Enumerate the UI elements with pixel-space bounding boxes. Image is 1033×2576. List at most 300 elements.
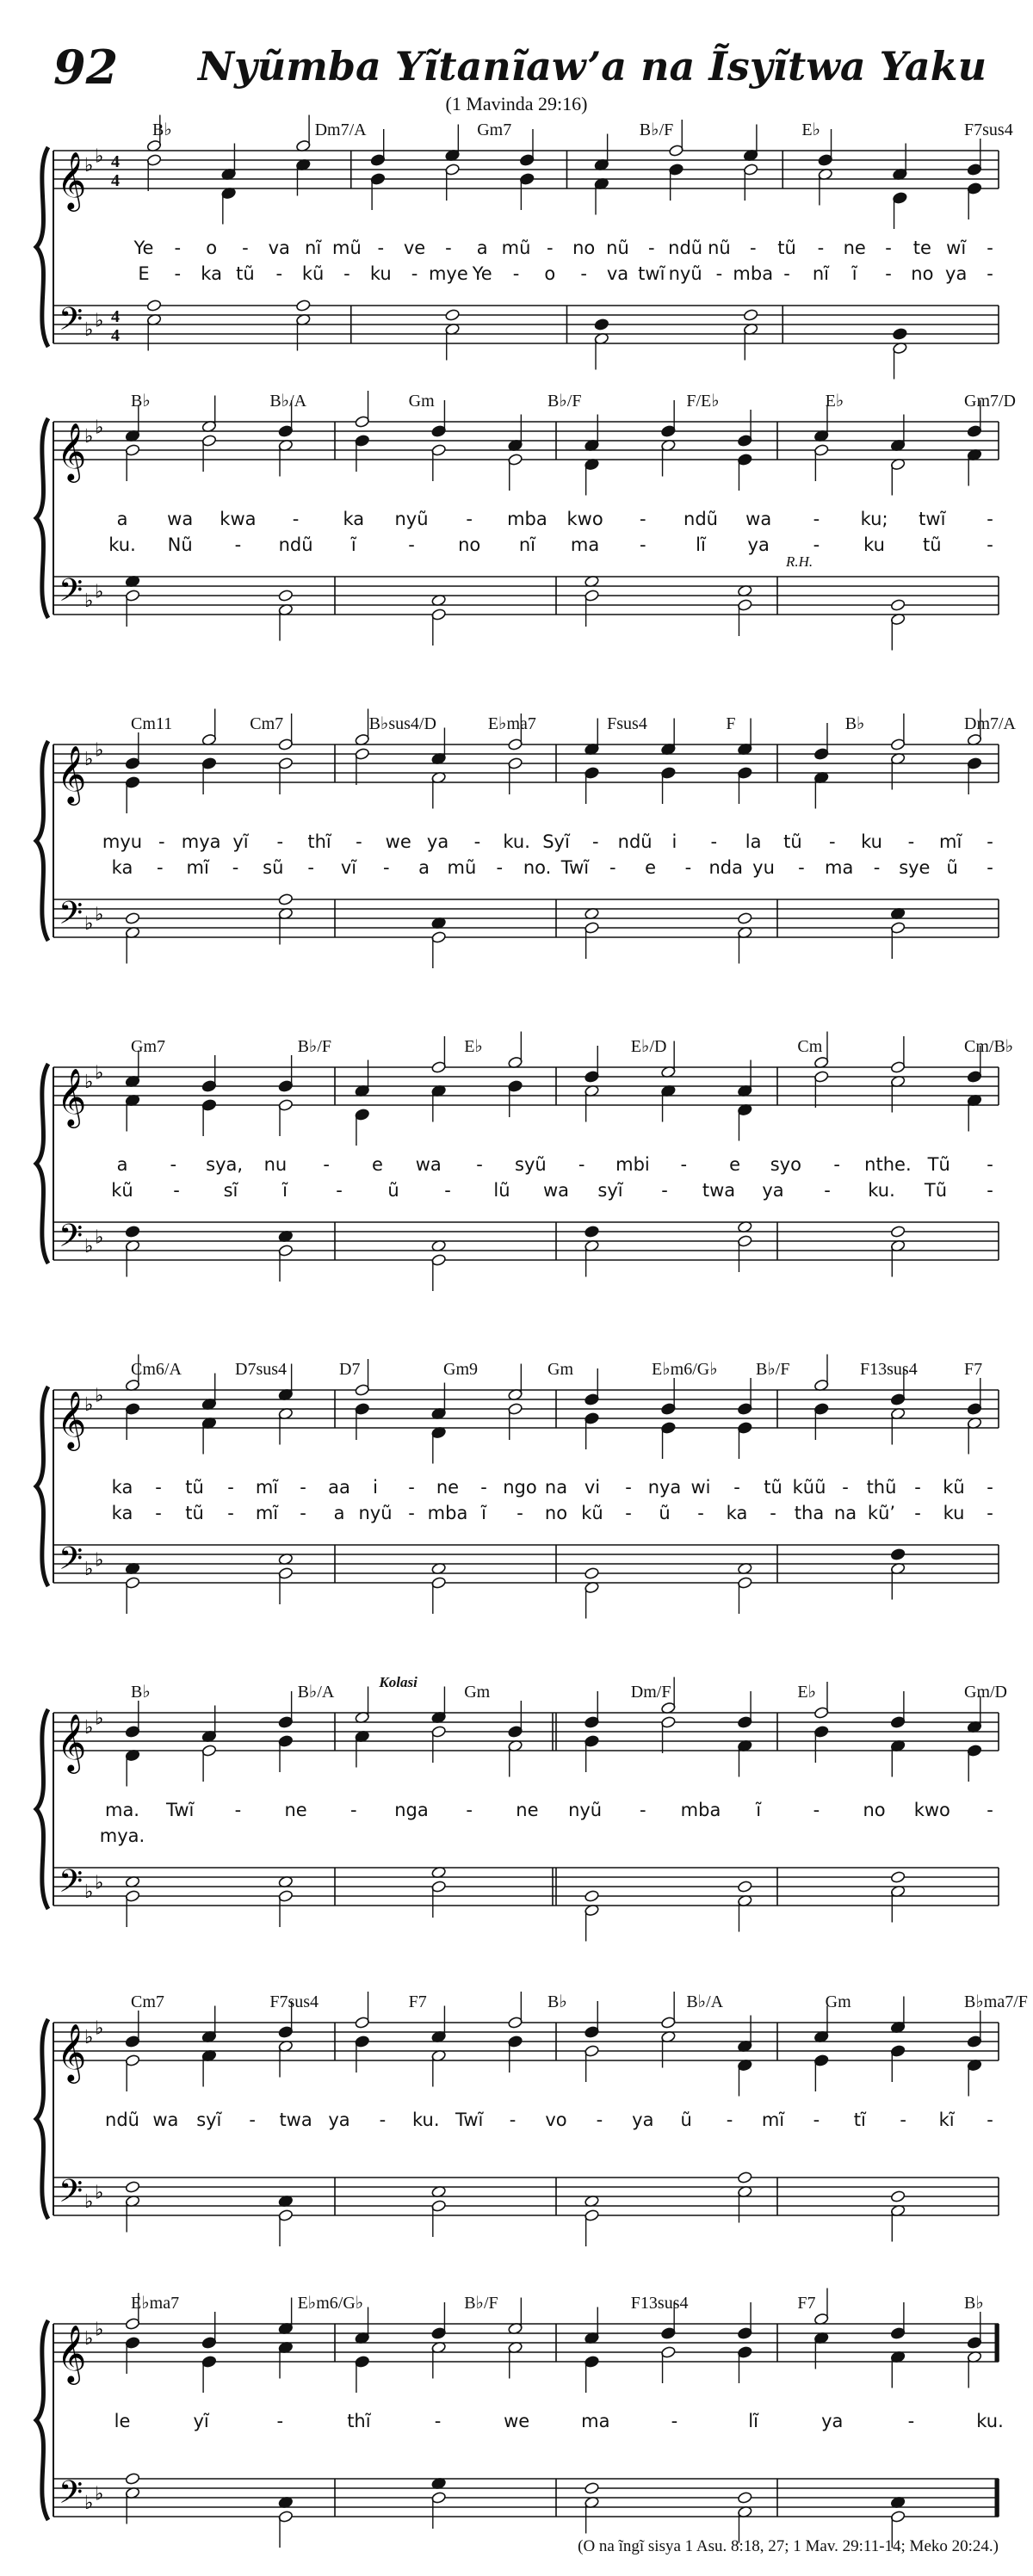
lyric-syllable: -	[170, 1154, 177, 1175]
lyric-syllable: -	[292, 509, 300, 529]
lyric-syllable: -	[275, 263, 283, 284]
lyric-syllable: mĩ	[761, 2110, 785, 2130]
lyric-syllable: yĩ	[193, 2411, 209, 2431]
lyric-syllable: nyũ	[358, 1503, 393, 1523]
treble-clef	[57, 1392, 86, 1451]
note-head	[585, 2209, 600, 2246]
right-hand-mark: R.H.	[786, 553, 813, 570]
lyric-syllable: Twĩ	[455, 2110, 484, 2130]
scripture-footnote: (O na ĩngĩ sisya 1 Asu. 8:18, 27; 1 Mav. 29:11-14; Meko 20:24.)	[578, 2537, 999, 2555]
lyric-syllable: mĩ	[939, 831, 962, 852]
chord-symbol: F	[726, 714, 736, 733]
note-head	[201, 2049, 217, 2086]
lyric-syllable: -	[900, 2110, 906, 2130]
music-system-1	[36, 115, 1013, 380]
note-head	[813, 444, 829, 481]
lyric-syllable: ĩ	[282, 1180, 288, 1201]
chord-symbol: E♭m6/G♭	[652, 1360, 718, 1379]
note-head	[669, 164, 684, 201]
lyric-syllable: ne	[516, 1800, 539, 1820]
lyric-syllable: -	[914, 1503, 921, 1523]
chord-symbol: E♭/D	[630, 1037, 667, 1056]
lyric-syllable: syo	[770, 1154, 801, 1175]
lyric-syllable: -	[242, 238, 249, 258]
chord-symbol: B♭	[547, 1992, 567, 2011]
chord-symbol: F7sus4	[964, 120, 1013, 139]
note-head	[967, 139, 982, 176]
key-signature	[84, 145, 103, 176]
note-head	[431, 2341, 447, 2378]
system-brace	[36, 1387, 48, 1586]
note-head	[813, 405, 829, 442]
lyric-syllable: tũ	[783, 831, 802, 852]
lyric-syllable: -	[234, 534, 242, 555]
chord-symbol: B♭	[964, 2294, 984, 2313]
chord-symbol: D7sus4	[235, 1360, 288, 1379]
lyric-syllable: ya	[945, 263, 968, 284]
lyric-syllable: vo	[545, 2110, 567, 2130]
note-head	[508, 1992, 523, 2029]
note-head	[370, 173, 386, 210]
note-head	[967, 1696, 982, 1733]
lyric-syllable: va	[268, 238, 290, 258]
lyric-syllable: syĩ	[597, 1180, 623, 1201]
lyric-syllable: ya	[821, 2411, 844, 2431]
note-head	[890, 1075, 906, 1112]
note-head	[737, 2016, 752, 2053]
lyric-syllable: Syĩ	[542, 831, 570, 852]
note-head	[737, 719, 752, 756]
lyric-syllable: a	[116, 509, 128, 529]
lyric-syllable: -	[377, 238, 385, 258]
lyric-syllable: -	[987, 1180, 993, 1201]
key-signature	[84, 1385, 103, 1416]
lyric-syllable: a	[476, 238, 488, 258]
note-head	[278, 1735, 294, 1772]
lyric-syllable: we	[385, 831, 411, 852]
lyric-syllable: -	[907, 2411, 915, 2431]
note-head	[890, 415, 906, 452]
lyric-syllable: -	[379, 2110, 387, 2130]
bass-clef	[59, 1864, 83, 1906]
lyric-syllable: -	[434, 2411, 442, 2431]
lyric-syllable: ku.	[868, 1180, 895, 1201]
flat-sign: ♭	[95, 1548, 104, 1571]
treble-staff	[53, 1067, 999, 1105]
note-head	[661, 1992, 677, 2029]
lyric-syllable: -	[174, 263, 182, 284]
note-head	[893, 144, 908, 181]
lyric-syllable: -	[770, 1503, 776, 1523]
lyric-syllable: ka	[111, 857, 133, 878]
chord-symbol: B♭	[844, 714, 865, 733]
note-head	[201, 2312, 217, 2349]
lyric-syllable: no	[863, 1800, 886, 1820]
key-signature	[84, 1226, 103, 1257]
svg-text:𝄢: 𝄢	[59, 1219, 84, 1261]
note-head	[201, 396, 217, 433]
note-head	[585, 1904, 600, 1941]
note-head	[585, 2001, 600, 2038]
flat-sign: ♭	[84, 912, 94, 934]
lyric-syllable: i	[373, 1477, 378, 1498]
lyric-syllable: nĩ	[518, 534, 535, 555]
note-head	[585, 2045, 600, 2082]
time-signature: 4	[111, 171, 120, 190]
system-brace	[36, 1709, 48, 1909]
note-head	[585, 922, 600, 959]
note-head	[295, 313, 311, 350]
lyric-syllable: -	[987, 238, 993, 258]
chord-symbol: B♭/F	[547, 392, 582, 411]
time-signature: 4	[111, 307, 120, 326]
treble-staff	[53, 1390, 999, 1428]
chord-symbol: B♭/F	[756, 1360, 790, 1379]
lyric-syllable: -	[885, 238, 892, 258]
note-head	[890, 1226, 906, 1239]
flat-sign: ♭	[95, 309, 104, 331]
lyric-syllable: mĩ	[255, 1477, 279, 1498]
lyric-syllable: Ye	[472, 263, 492, 284]
lyric-syllable: -	[232, 857, 239, 878]
lyric-syllable: -	[174, 238, 182, 258]
lyric-syllable: ũ	[946, 857, 958, 878]
lyric-syllable: kwa	[220, 509, 257, 529]
lyric-syllable: ĩ	[350, 534, 356, 555]
note-head	[431, 2006, 447, 2043]
note-head	[431, 1426, 447, 1463]
lyric-syllable: ne	[436, 1477, 460, 1498]
note-head	[355, 709, 370, 746]
note-head	[737, 599, 752, 636]
lyric-syllable: ka	[726, 1503, 748, 1523]
key-signature	[84, 2182, 103, 2213]
note-head	[125, 2337, 140, 2374]
chord-symbol: Dm7/A	[314, 120, 367, 139]
lyric-syllable: nyũ	[668, 263, 702, 284]
flat-sign: ♭	[84, 748, 94, 769]
note-head	[125, 405, 140, 442]
lyric-syllable: -	[512, 263, 520, 284]
note-head	[967, 2059, 982, 2096]
lyric-syllable: ma	[570, 534, 600, 555]
lyric-syllable: -	[813, 1800, 820, 1820]
note-head	[585, 1567, 600, 1580]
chord-symbol: D7	[339, 1360, 361, 1379]
key-signature	[84, 310, 103, 341]
chord-symbol: Fsus4	[607, 714, 647, 733]
system-brace	[36, 2019, 48, 2219]
chord-symbol: F7sus4	[269, 1992, 319, 2011]
lyric-syllable: -	[592, 831, 599, 852]
note-head	[585, 1226, 600, 1239]
lyric-syllable: mye	[428, 263, 468, 284]
note-head	[737, 767, 752, 804]
lyric-syllable: ya	[328, 2110, 350, 2130]
lyric-syllable: -	[155, 1477, 162, 1498]
lyric-syllable: nga	[394, 1800, 429, 1820]
note-head	[278, 757, 294, 794]
lyric-syllable: -	[336, 1180, 343, 1201]
chord-symbol: Gm7	[131, 1037, 165, 1056]
lyric-syllable: mba	[507, 509, 547, 529]
lyric-syllable: lĩ	[696, 534, 706, 555]
lyrics-verse-2	[112, 1503, 993, 1523]
note-head	[431, 1881, 447, 1918]
lyric-syllable: kwo	[913, 1800, 950, 1820]
lyric-syllable: -	[323, 1154, 330, 1175]
bass-clef	[59, 302, 83, 344]
note-head	[585, 1581, 600, 1618]
lyric-syllable: ve	[403, 238, 426, 258]
note-head	[125, 444, 140, 481]
note-head	[661, 400, 677, 437]
note-head	[355, 435, 370, 472]
chord-symbol: B♭/A	[269, 392, 307, 411]
lyric-syllable: nya	[647, 1477, 682, 1498]
note-head	[661, 1084, 677, 1121]
lyric-syllable: -	[987, 1477, 993, 1498]
key-signature	[84, 904, 103, 935]
lyric-syllable: -	[817, 238, 825, 258]
note-head	[737, 410, 752, 447]
note-head	[585, 1412, 600, 1449]
lyric-syllable: wa	[415, 1154, 442, 1175]
hymn-title: Nyũmba Yĩtanĩaw’a na Ĩsyĩtwa Yaku	[198, 43, 987, 90]
note-head	[890, 1036, 906, 1073]
lyric-syllable: -	[249, 2110, 256, 2130]
bass-staff	[53, 899, 999, 937]
note-head	[125, 2011, 140, 2048]
note-head	[355, 1109, 370, 1146]
note-head	[893, 192, 908, 229]
lyrics-verse-2	[138, 263, 993, 284]
lyric-syllable: ĩ	[851, 263, 857, 284]
note-head	[737, 1422, 752, 1459]
lyric-syllable: thũ	[866, 1477, 897, 1498]
lyric-syllable: mĩ	[186, 857, 209, 878]
note-head	[585, 1084, 600, 1121]
flat-sign: ♭	[84, 1558, 94, 1579]
note-head	[295, 300, 311, 312]
chord-symbol: B♭	[131, 1683, 151, 1702]
chord-symbol: E♭	[801, 120, 821, 139]
key-signature	[84, 2017, 103, 2048]
note-head	[445, 164, 461, 201]
lyric-syllable: nu	[263, 1154, 288, 1175]
lyric-syllable: ka	[343, 509, 365, 529]
flat-sign: ♭	[95, 2181, 104, 2203]
lyric-syllable: -	[496, 857, 504, 878]
note-head	[125, 2486, 140, 2523]
lyric-syllable: Ye	[133, 238, 154, 258]
lyric-syllable: tũ	[777, 238, 796, 258]
bass-staff	[53, 2178, 999, 2215]
note-head	[445, 323, 461, 360]
lyric-syllable: syĩ	[196, 2110, 222, 2130]
svg-text:𝄞: 𝄞	[57, 2326, 87, 2381]
lyric-syllable: tũ	[185, 1503, 204, 1523]
note-head	[737, 2346, 752, 2383]
lyric-syllable: -	[798, 857, 805, 878]
lyric-syllable: no.	[523, 857, 552, 878]
svg-text:𝄢: 𝄢	[59, 896, 84, 938]
music-system-5	[36, 1355, 999, 1619]
lyric-syllable: -	[648, 238, 655, 258]
lyric-syllable: we	[504, 2411, 530, 2431]
lyric-syllable: -	[987, 534, 993, 555]
chord-symbol: Dm7/A	[964, 714, 1016, 733]
lyric-syllable: Tũ	[924, 1180, 948, 1201]
note-head	[278, 2040, 294, 2077]
note-head	[146, 313, 162, 350]
lyric-syllable: syũ	[515, 1154, 547, 1175]
chord-symbol: F/E♭	[686, 392, 720, 411]
lyric-syllable: tũ	[236, 263, 255, 284]
lyric-syllable: -	[987, 857, 993, 878]
note-head	[967, 2011, 982, 2048]
lyric-syllable: E	[138, 263, 150, 284]
lyric-syllable: ndũ	[105, 2110, 139, 2130]
key-signature	[84, 581, 103, 612]
note-head	[355, 1730, 370, 1767]
note-head	[146, 154, 162, 191]
note-head	[355, 1687, 370, 1724]
note-head	[278, 603, 294, 640]
note-head	[278, 439, 294, 476]
lyric-syllable: -	[726, 2110, 733, 2130]
lyric-syllable: -	[987, 1154, 993, 1175]
note-head	[737, 1235, 752, 1272]
note-head	[201, 1055, 217, 1092]
note-head	[813, 1726, 829, 1763]
lyric-syllable: va	[606, 263, 629, 284]
note-head	[278, 2298, 294, 2335]
chord-symbol: E♭m6/G♭	[297, 2294, 364, 2313]
lyric-syllable: -	[625, 1503, 632, 1523]
lyric-syllable: na	[544, 1477, 568, 1498]
note-head	[431, 728, 447, 765]
note-head	[585, 1735, 600, 1772]
note-head	[737, 2302, 752, 2339]
chord-symbol: B♭/F	[639, 120, 674, 139]
key-signature	[84, 1708, 103, 1739]
note-head	[125, 1749, 140, 1786]
bass-staff	[53, 1222, 999, 1260]
lyrics-verse-2	[112, 857, 993, 878]
lyric-syllable: ma	[825, 857, 854, 878]
note-head	[890, 1407, 906, 1444]
lyric-syllable: mũ	[447, 857, 477, 878]
note-head	[661, 439, 677, 476]
key-signature	[84, 1062, 103, 1093]
lyric-syllable: -	[173, 1180, 180, 1201]
treble-clef	[57, 2024, 86, 2084]
note-head	[508, 1403, 523, 1440]
lyric-syllable: nyũ	[394, 509, 429, 529]
chord-symbol: E♭	[797, 1683, 817, 1702]
lyric-syllable: a	[333, 1503, 345, 1523]
lyric-syllable: -	[516, 1503, 523, 1523]
chord-symbol: Gm	[547, 1360, 573, 1379]
note-head	[431, 608, 447, 646]
chord-symbol: B♭	[131, 392, 151, 411]
note-head	[661, 2346, 677, 2383]
lyric-syllable: thĩ	[307, 831, 331, 852]
note-head	[125, 1701, 140, 1738]
note-head	[201, 1745, 217, 1782]
chord-symbol: Cm7	[250, 714, 284, 733]
bass-staff	[53, 1868, 999, 1906]
note-head	[585, 2482, 600, 2495]
note-head	[585, 719, 600, 756]
key-signature	[84, 1549, 103, 1580]
lyric-syllable: -	[300, 1503, 306, 1523]
lyric-syllable: -	[350, 1800, 357, 1820]
lyric-syllable: ndũ	[617, 831, 653, 852]
lyric-syllable: sye	[899, 857, 931, 878]
lyric-syllable: -	[715, 263, 723, 284]
note-head	[278, 2511, 294, 2548]
note-head	[585, 1046, 600, 1083]
note-head	[125, 2195, 140, 2232]
svg-text:𝄞: 𝄞	[57, 1714, 87, 1770]
lyric-syllable: ndũ	[278, 534, 313, 555]
lyric-syllable: tĩ	[853, 2110, 866, 2130]
note-head	[519, 129, 535, 166]
note-head	[431, 2049, 447, 2086]
lyric-syllable: kĩ	[938, 2110, 955, 2130]
lyric-syllable: -	[300, 1477, 306, 1498]
lyric-syllable: na	[833, 1503, 857, 1523]
svg-text:𝄢: 𝄢	[59, 1864, 84, 1906]
lyric-syllable: -	[578, 1154, 585, 1175]
lyric-syllable: -	[466, 1800, 473, 1820]
note-head	[508, 2298, 523, 2335]
note-head	[508, 1739, 523, 1776]
lyric-syllable: twa	[279, 2110, 312, 2130]
lyric-syllable: -	[480, 1477, 487, 1498]
flat-sign: ♭	[84, 2190, 94, 2212]
note-head	[743, 309, 758, 322]
lyric-syllable: Twĩ	[560, 857, 590, 878]
flat-sign: ♭	[95, 580, 104, 602]
lyric-syllable: kũ	[581, 1503, 603, 1523]
note-head	[201, 709, 217, 746]
bass-clef	[59, 2174, 83, 2216]
lyric-syllable: ma.	[104, 1800, 140, 1820]
flat-sign: ♭	[84, 1235, 94, 1257]
note-head	[890, 922, 906, 959]
note-head	[813, 771, 829, 808]
flat-sign: ♭	[84, 2327, 94, 2349]
svg-text:𝄞: 𝄞	[57, 1069, 87, 1125]
flat-sign: ♭	[95, 1061, 104, 1084]
lyric-syllable: -	[155, 1503, 162, 1523]
lyric-syllable: ku.	[503, 831, 530, 852]
note-head	[201, 2006, 217, 2043]
flat-sign: ♭	[95, 2482, 104, 2505]
note-head	[431, 2492, 447, 2529]
key-signature	[84, 2483, 103, 2514]
note-head	[585, 1239, 600, 1276]
note-head	[813, 2006, 829, 2043]
note-head	[201, 1706, 217, 1743]
lyric-syllable: -	[408, 1503, 415, 1523]
svg-text:𝄞: 𝄞	[57, 423, 87, 479]
lyric-syllable: le	[114, 2411, 131, 2431]
lyric-syllable: -	[640, 1800, 646, 1820]
